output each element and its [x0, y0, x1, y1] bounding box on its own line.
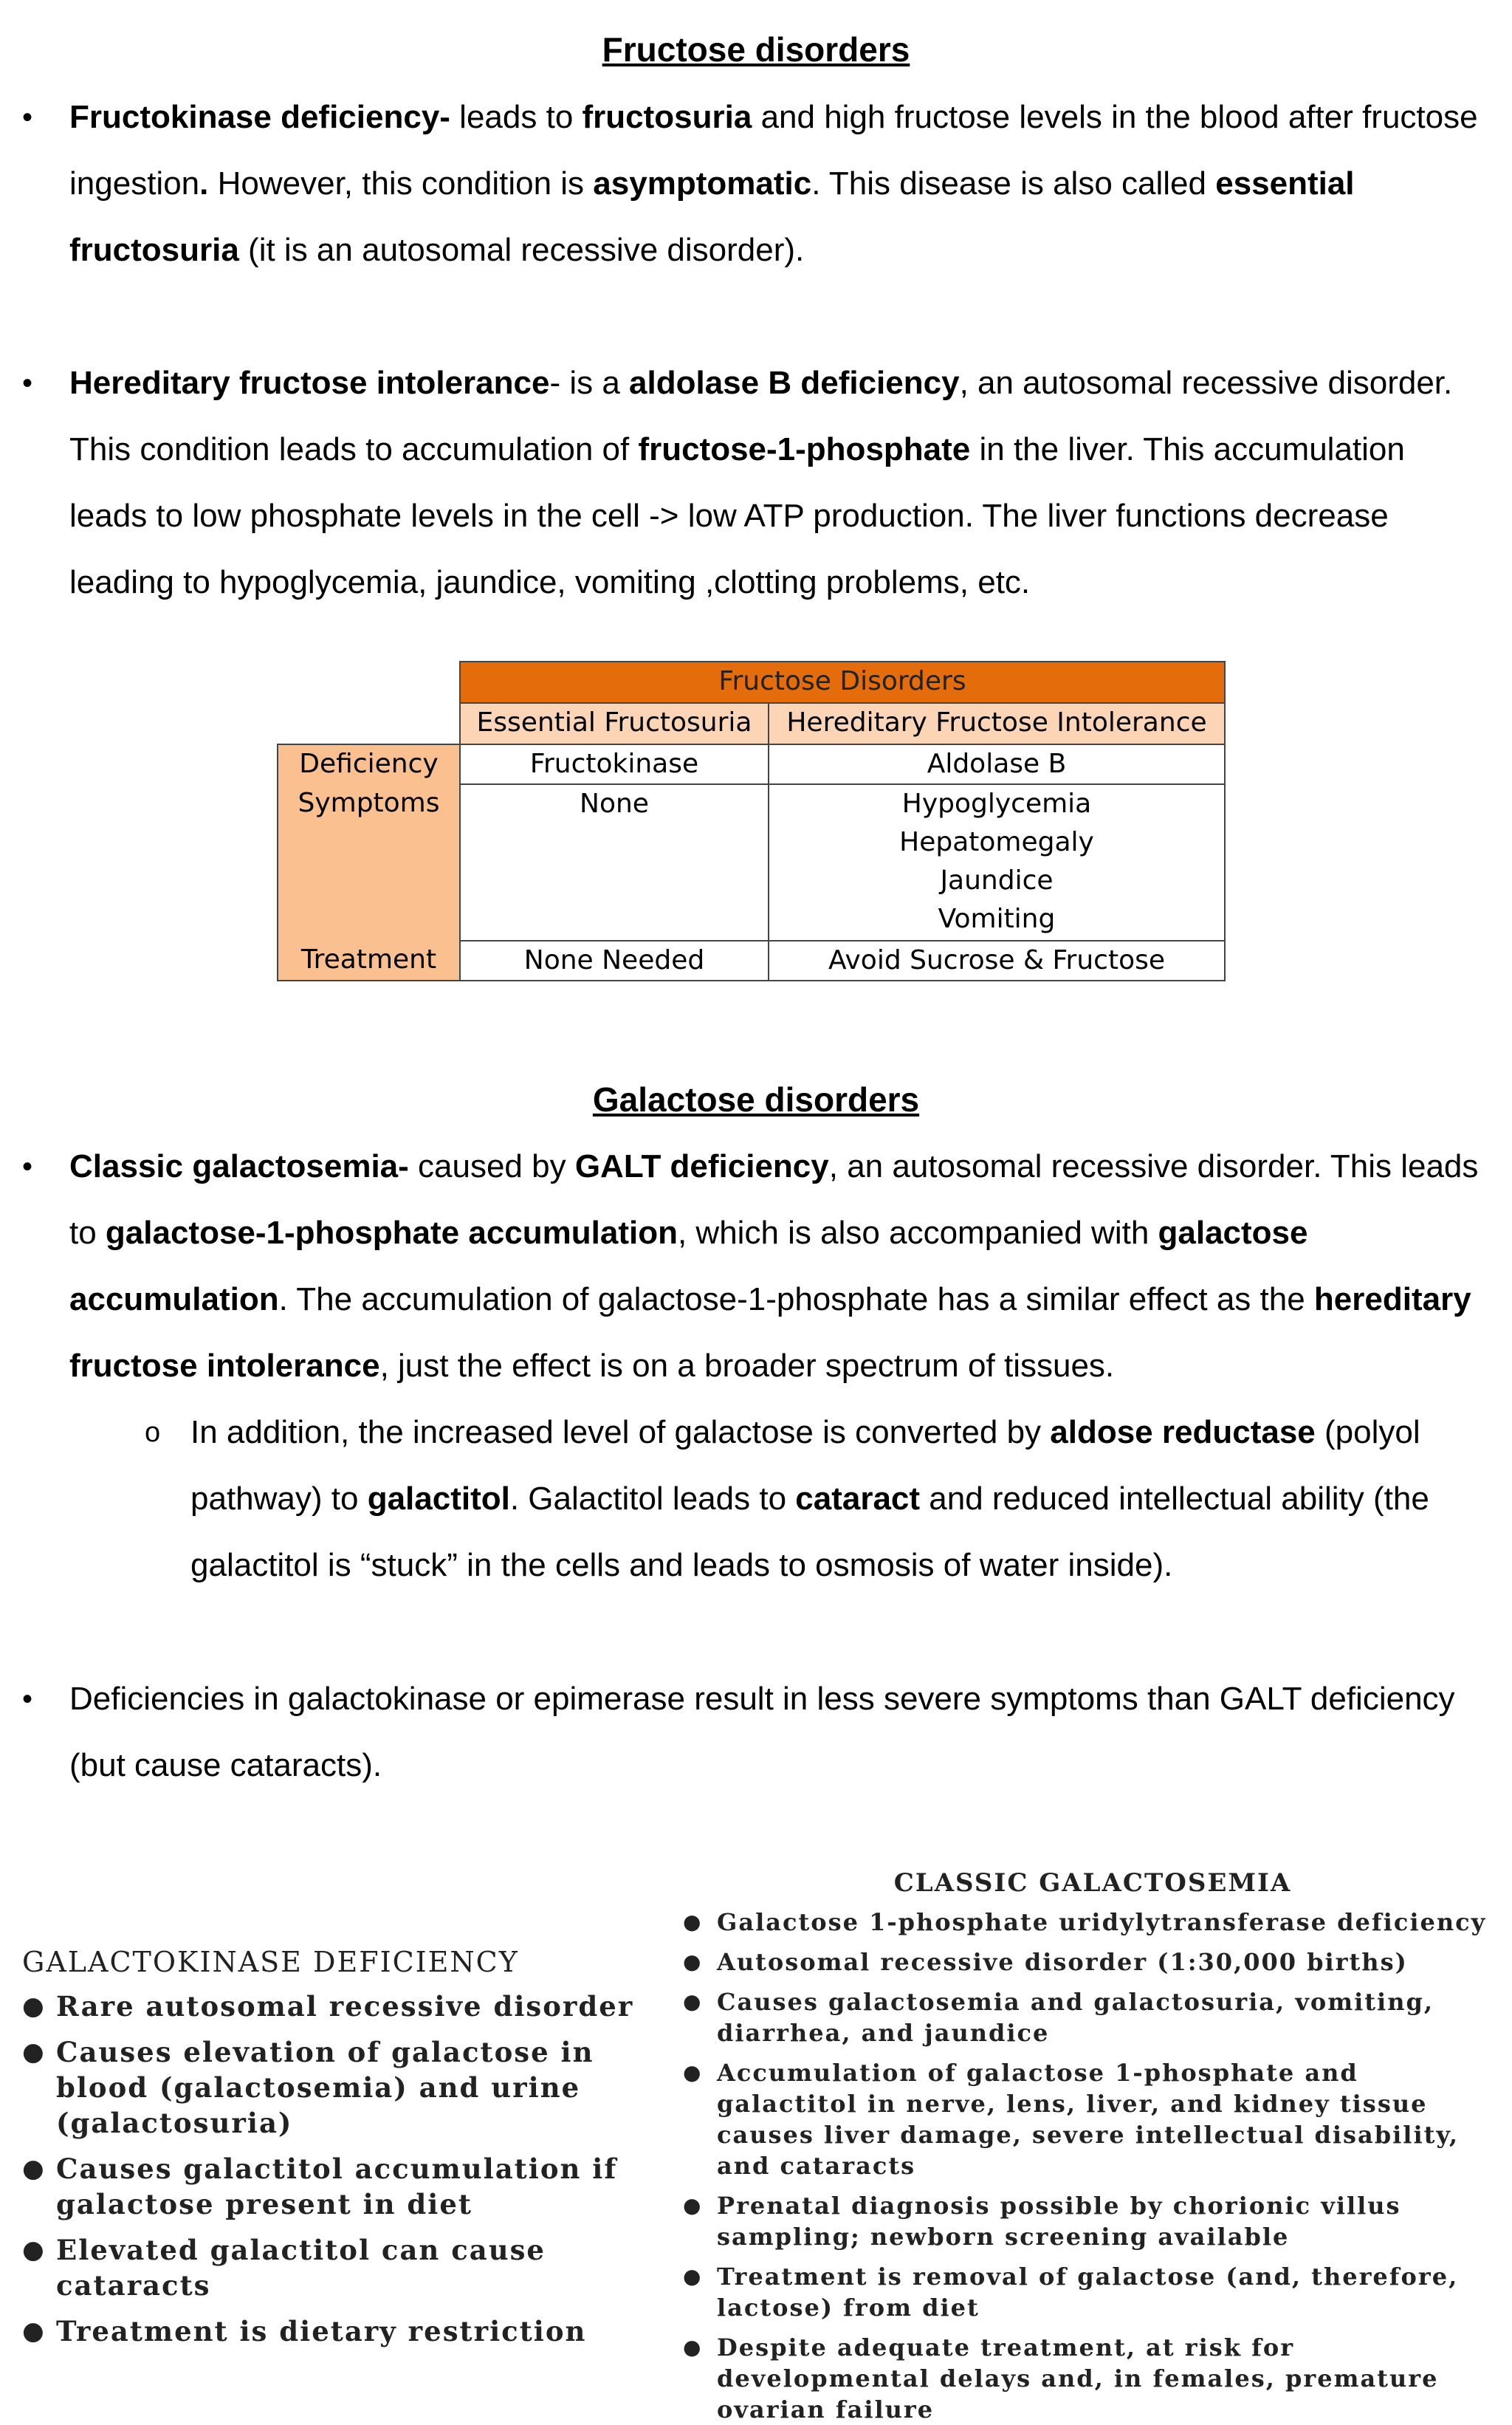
bullet-dot: •: [22, 1150, 33, 1183]
table-row: [278, 941, 1225, 981]
row-label-symptoms: Symptoms: [278, 784, 460, 941]
list-item: ● Galactose 1-phosphate uridylytransferase deficiency: [683, 1907, 1502, 1938]
bullet-dot: •: [22, 1683, 33, 1715]
cell-ef-deficiency: Fructokinase: [460, 744, 769, 784]
figure-title: GALACTOKINASE DEFICIENCY: [22, 1946, 519, 1978]
bullet-dot: •: [22, 367, 33, 399]
classic-galactosemia-figure: [683, 1868, 1502, 2425]
list-item: ● Causes elevation of galactose in blood (galactosemia) and urine (galactosuria): [22, 2034, 657, 2141]
col-header-essential-fructosuria: Essential Fructosuria: [460, 703, 769, 744]
list-item: ● Causes galactosemia and galactosuria, vomiting, diarrhea, and jaundice: [683, 1986, 1502, 2048]
bullet-text: Hereditary fructose intolerance- is a aldolase B deficiency, an autosomal recessive disorder. This condition leads to accumulation of fructose-1-phosphate in the liver. This accumulation leads to low phosphate levels in the cell -> low ATP production. The liver functions decrease leading to hypoglycemia, jaundice, vomiting ,clotting problems, etc.: [69, 365, 1453, 600]
cell-ef-treatment: None Needed: [460, 941, 769, 981]
table-row: [278, 784, 1225, 941]
row-label-treatment: Treatment: [278, 941, 460, 981]
list-item: ● Accumulation of galactose 1-phosphate and galactitol in nerve, lens, liver, and kidney tissue causes liver damage, severe intellectual disability, and cataracts: [683, 2057, 1502, 2181]
sub-bullet-text: In addition, the increased level of galactose is converted by aldose reductase (polyol pathway) to galactitol. Galactitol leads to cataract and reduced intellectual ability (the galactitol is “stuck” in the cells and leads to osmosis of water inside).: [190, 1414, 1429, 1583]
cell-hfi-treatment: Avoid Sucrose & Fructose: [769, 941, 1225, 981]
bullet-text: Classic galactosemia- caused by GALT deficiency, an autosomal recessive disorder. This leads to galactose-1-phosphate accumulation, which is also accompanied with galactose accumulation. The accumulation of galactose-1-phosphate has a similar effect as the hereditary fructose intolerance, just the effect is on a broader spectrum of tissues.: [69, 1148, 1479, 1384]
list-item: ● Causes galactitol accumulation if galactose present in diet: [22, 2151, 657, 2222]
bullet-text: Fructokinase deficiency- leads to fructosuria and high fructose levels in the blood after fructose ingestion. However, this condition is asymptomatic. This disease is also called essential fructosuria (it is an autosomal recessive disorder).: [69, 99, 1478, 268]
bullet-text: Deficiencies in galactokinase or epimerase result in less severe symptoms than GALT deficiency (but cause cataracts).: [69, 1681, 1455, 1783]
table-row: [278, 744, 1225, 784]
list-item: ● Autosomal recessive disorder (1:30,000 births): [683, 1946, 1502, 1978]
col-header-hfi: Hereditary Fructose Intolerance: [769, 703, 1225, 744]
figure-title: CLASSIC GALACTOSEMIA: [893, 1868, 1292, 1898]
bullet-dot: •: [22, 101, 33, 134]
list-item: ● Despite adequate treatment, at risk for developmental delays and, in females, premature ovarian failure: [683, 2332, 1502, 2425]
list-item: ● Treatment is dietary restriction: [22, 2313, 657, 2349]
table-title: Fructose Disorders: [460, 662, 1225, 703]
sub-bullet-circle: o: [145, 1417, 161, 1448]
cell-hfi-symptoms: Hypoglycemia Hepatomegaly Jaundice Vomiting: [769, 784, 1225, 941]
galactose-heading: Galactose disorders: [592, 1080, 920, 1119]
row-label-deficiency: Deficiency: [278, 744, 460, 784]
list-item: ● Treatment is removal of galactose (and, therefore, lactose) from diet: [683, 2261, 1502, 2323]
fructose-heading: Fructose disorders: [602, 30, 910, 69]
list-item: ● Rare autosomal recessive disorder: [22, 1989, 657, 2024]
list-item: ● Elevated galactitol can cause cataracts: [22, 2232, 657, 2303]
cell-ef-symptoms: None: [460, 784, 769, 941]
galactokinase-deficiency-figure: [22, 1946, 657, 2349]
list-item: ● Prenatal diagnosis possible by chorionic villus sampling; newborn screening available: [683, 2190, 1502, 2252]
cell-hfi-deficiency: Aldolase B: [769, 744, 1225, 784]
fructose-disorders-table: [277, 661, 1226, 981]
